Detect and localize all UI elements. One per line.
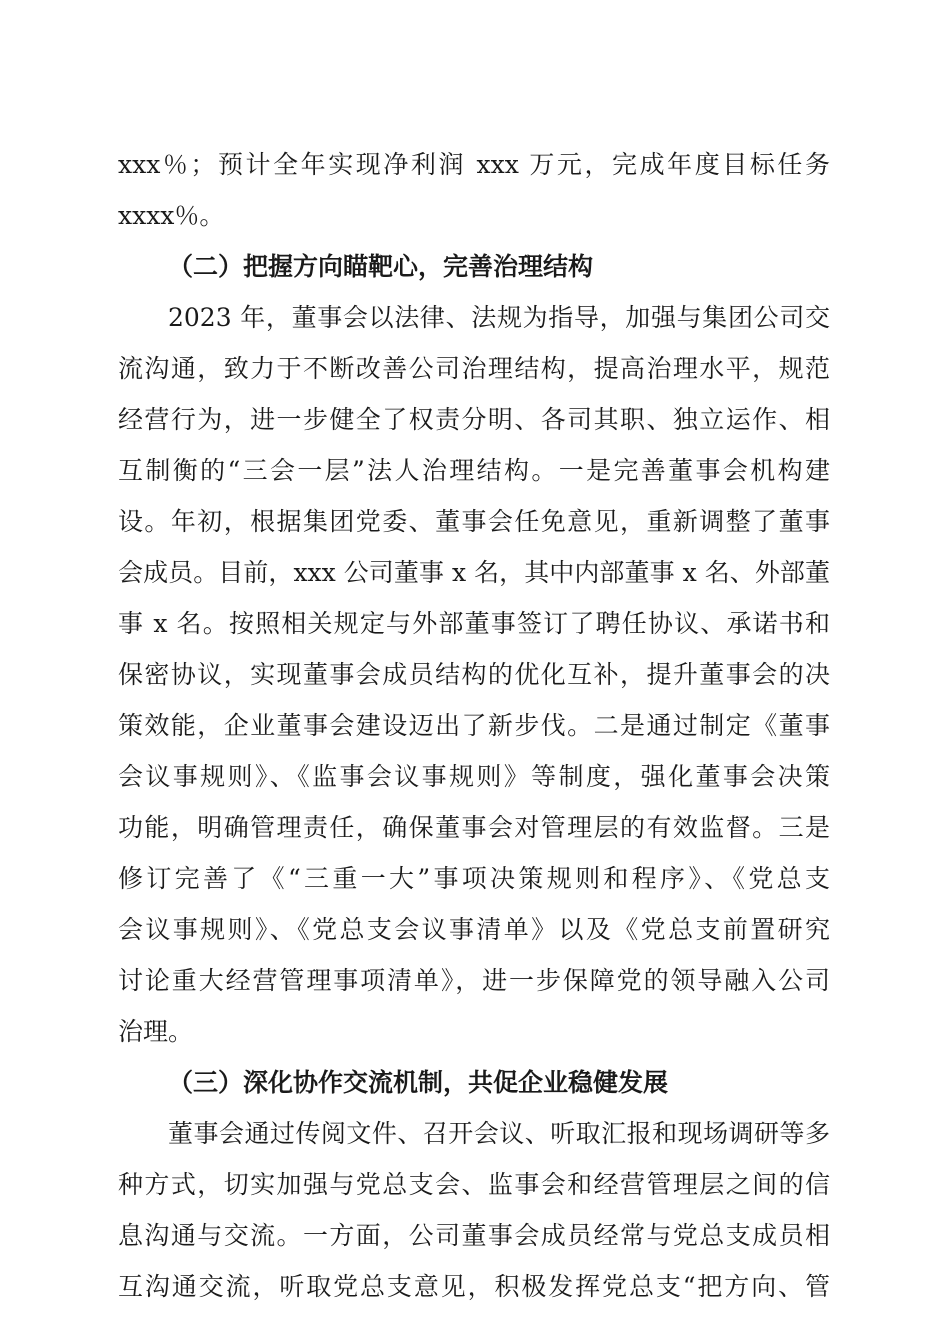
paragraph-line: 会议事规则》、《监事会议事规则》等制度，强化董事会决策 [118, 762, 830, 791]
document-page [118, 139, 830, 1312]
section-heading: （三）深化协作交流机制，共促企业稳健发展 [168, 1068, 669, 1097]
paragraph-line: 保密协议，实现董事会成员结构的优化互补，提升董事会的决 [118, 660, 830, 689]
paragraph-line: 互制衡的“三会一层”法人治理结构。一是完善董事会机构建 [118, 456, 830, 485]
paragraph-line: 治理。 [118, 1017, 194, 1046]
section-heading: （二）把握方向瞄靶心，完善治理结构 [168, 252, 594, 281]
paragraph-line: 互沟通交流，听取党总支意见，积极发挥党总支“把方向、管 [118, 1272, 830, 1301]
paragraph-line: 会议事规则》、《党总支会议事清单》以及《党总支前置研究 [118, 915, 830, 944]
paragraph-line: 经营行为，进一步健全了权责分明、各司其职、独立运作、相 [118, 405, 830, 434]
paragraph-line: xxxx％。 [118, 201, 225, 230]
paragraph-line: 会成员。目前，xxx 公司董事 x 名，其中内部董事 x 名、外部董 [118, 558, 830, 587]
paragraph-line: 事 x 名。按照相关规定与外部董事签订了聘任协议、承诺书和 [118, 609, 830, 638]
paragraph-line: xxx％；预计全年实现净利润 xxx 万元，完成年度目标任务 [118, 150, 830, 179]
paragraph-line: 设。年初，根据集团党委、董事会任免意见，重新调整了董事 [118, 507, 830, 536]
paragraph-line: 功能，明确管理责任，确保董事会对管理层的有效监督。三是 [118, 813, 830, 842]
paragraph-line: 董事会通过传阅文件、召开会议、听取汇报和现场调研等多 [168, 1119, 830, 1148]
paragraph-line: 流沟通，致力于不断改善公司治理结构，提高治理水平，规范 [118, 354, 830, 383]
paragraph-line: 讨论重大经营管理事项清单》，进一步保障党的领导融入公司 [118, 966, 830, 995]
paragraph-line: 种方式，切实加强与党总支会、监事会和经营管理层之间的信 [118, 1170, 830, 1199]
paragraph-line: 2023 年，董事会以法律、法规为指导，加强与集团公司交 [168, 303, 830, 332]
paragraph-line: 修订完善了《“三重一大”事项决策规则和程序》、《党总支 [118, 864, 830, 893]
paragraph-line: 息沟通与交流。一方面，公司董事会成员经常与党总支成员相 [118, 1221, 830, 1250]
paragraph-line: 策效能，企业董事会建设迈出了新步伐。二是通过制定《董事 [118, 711, 830, 740]
